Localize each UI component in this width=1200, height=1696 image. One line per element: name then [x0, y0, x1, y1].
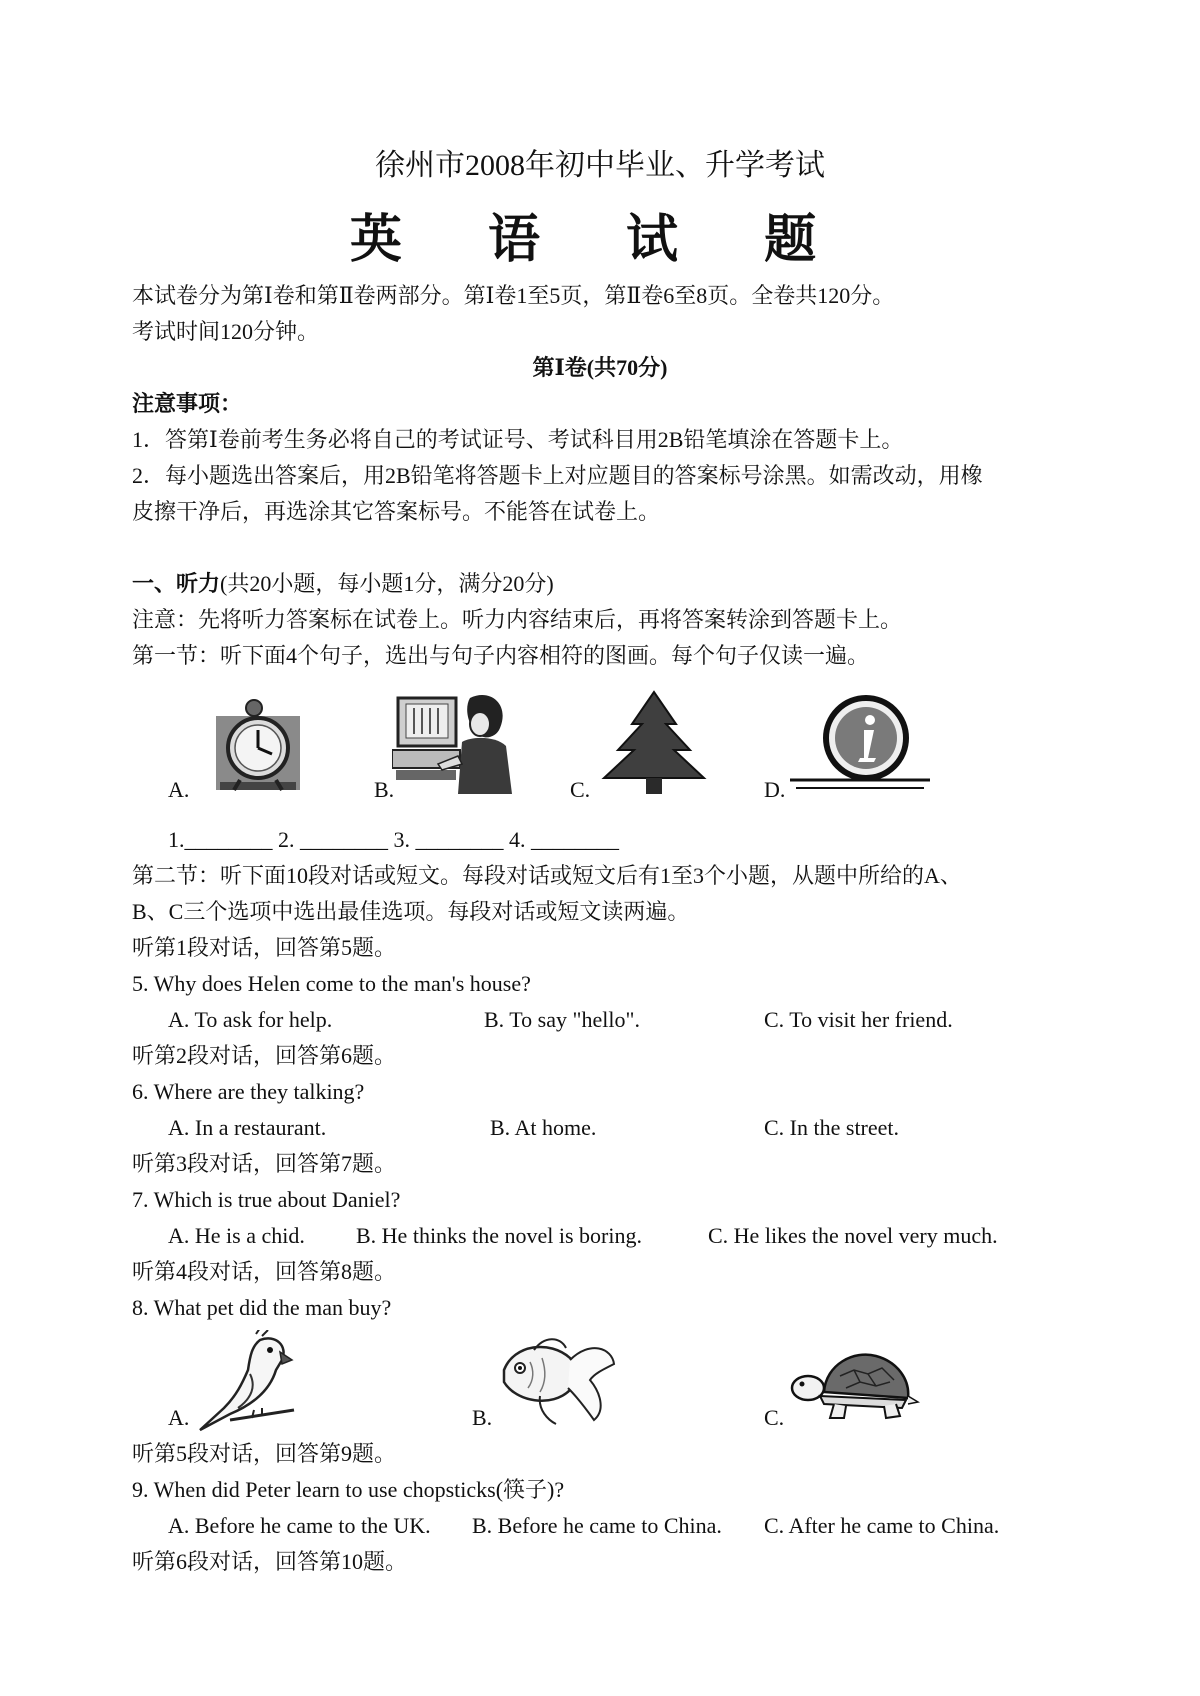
section-2-instruction: 第二节：听下面10段对话或短文。每段对话或短文后有1至3个小题，从题中所给的A、: [132, 863, 962, 888]
tree-icon: [598, 690, 710, 794]
question-8: 8. What pet did the man buy?: [132, 1295, 392, 1320]
option-c: C. After he came to China.: [764, 1513, 1000, 1538]
dialogue-instruction: 听第6段对话，回答第10题。: [132, 1549, 408, 1574]
dialogue-instruction: 听第1段对话，回答第5题。: [132, 935, 397, 960]
question-7: 7. Which is true about Daniel?: [132, 1187, 401, 1212]
picture-label-b: B.: [374, 777, 395, 802]
note-item-1: 1．答第Ⅰ卷前考生务必将自己的考试证号、考试科目用2B铅笔填涂在答题卡上。: [132, 427, 904, 452]
parrot-icon: [190, 1330, 300, 1436]
option-a: A.: [168, 1405, 190, 1430]
option-c: C. In the street.: [764, 1115, 900, 1140]
option-b: B. He thinks the novel is boring.: [356, 1223, 642, 1248]
listening-notice: 注意：先将听力答案标在试卷上。听力内容结束后，再将答案转涂到答题卡上。: [132, 607, 903, 632]
option-a: A. He is a chid.: [168, 1223, 305, 1248]
listening-heading: [132, 570, 554, 598]
option-c: C. To visit her friend.: [764, 1007, 953, 1032]
option-b: B. Before he came to China.: [472, 1513, 722, 1538]
option-b: B. At home.: [490, 1115, 597, 1140]
turtle-icon: [790, 1346, 920, 1422]
question-9: 9. When did Peter learn to use chopsticks(筷子)?: [132, 1477, 565, 1502]
notes-heading: 注意事项：: [132, 391, 243, 416]
picture-label-d: D.: [764, 777, 786, 802]
goldfish-icon: [494, 1330, 618, 1430]
listening-heading-bold: 一、听力: [132, 571, 221, 596]
exam-header: 徐州市2008年初中毕业、升学考试: [375, 149, 825, 182]
note-item-2-cont: 皮擦干净后，再选涂其它答案标号。不能答在试卷上。: [132, 499, 661, 524]
alarm-clock-icon: [212, 696, 304, 794]
dialogue-instruction: 听第5段对话，回答第9题。: [132, 1441, 397, 1466]
option-c: C. He likes the novel very much.: [708, 1223, 998, 1248]
section-2-instruction-cont: B、C三个选项中选出最佳选项。每段对话或短文读两遍。: [132, 899, 690, 924]
intro-line-2: 考试时间120分钟。: [132, 319, 320, 344]
option-b: B.: [472, 1405, 493, 1430]
picture-label-c: C.: [570, 777, 591, 802]
dialogue-instruction: 听第4段对话，回答第8题。: [132, 1259, 397, 1284]
option-b: B. To say "hello".: [484, 1007, 640, 1032]
option-a: A. To ask for help.: [168, 1007, 333, 1032]
question-5: 5. Why does Helen come to the man's house?: [132, 971, 531, 996]
computer-user-icon: [392, 690, 514, 796]
answer-blanks: 1.________ 2. ________ 3. ________ 4. ________: [168, 827, 619, 852]
section-1-instruction: 第一节：听下面4个句子，选出与句子内容相符的图画。每个句子仅读一遍。: [132, 643, 870, 668]
volume-title: 第Ⅰ卷(共70分): [532, 355, 668, 380]
dialogue-instruction: 听第2段对话，回答第6题。: [132, 1043, 397, 1068]
option-a: A. In a restaurant.: [168, 1115, 327, 1140]
option-a: A. Before he came to the UK.: [168, 1513, 431, 1538]
subject-title: 英 语 试 题: [349, 209, 851, 270]
option-c: C.: [764, 1405, 785, 1430]
listening-heading-rest: (共20小题，每小题1分，满分20分): [220, 571, 554, 596]
note-item-2: 2．每小题选出答案后，用2B铅笔将答题卡上对应题目的答案标号涂黑。如需改动，用橡: [132, 463, 983, 488]
question-6: 6. Where are they talking?: [132, 1079, 365, 1104]
information-icon: [790, 690, 930, 796]
dialogue-instruction: 听第3段对话，回答第7题。: [132, 1151, 397, 1176]
picture-label-a: A.: [168, 777, 190, 802]
intro-line-1: 本试卷分为第Ⅰ卷和第Ⅱ卷两部分。第Ⅰ卷1至5页，第Ⅱ卷6至8页。全卷共120分。: [132, 283, 895, 308]
